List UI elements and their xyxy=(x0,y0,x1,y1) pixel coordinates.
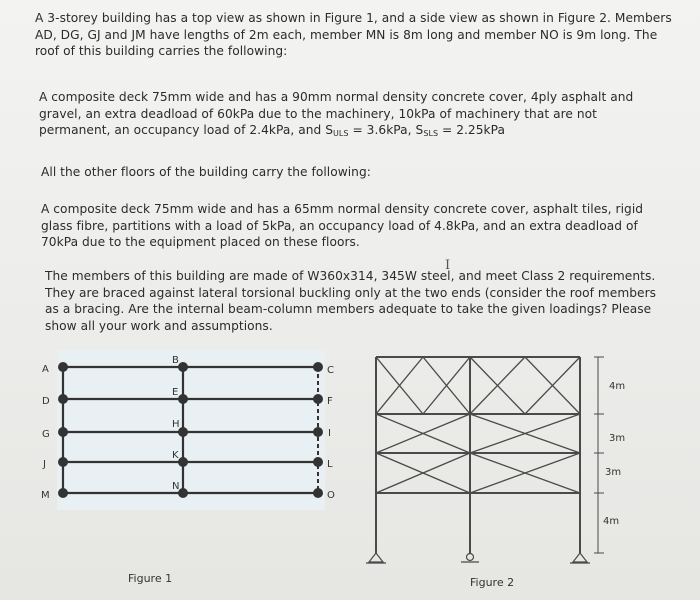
node-i xyxy=(313,427,323,437)
label-l: L xyxy=(327,459,333,470)
node-g xyxy=(58,427,68,437)
node-f xyxy=(313,394,323,404)
label-k: K xyxy=(172,450,179,461)
node-e xyxy=(178,394,188,404)
support-right xyxy=(573,553,587,562)
roof-loads-text-c: = 2.25kPa xyxy=(438,123,506,138)
label-j: J xyxy=(43,459,46,470)
figure1-caption: Figure 1 xyxy=(128,572,173,585)
figure2-caption: Figure 2 xyxy=(470,576,515,589)
label-i: I xyxy=(328,428,331,439)
label-e: E xyxy=(172,387,179,398)
s-sls-subscript: SLS xyxy=(423,129,439,139)
dim-3m-upper: 3m xyxy=(609,433,626,444)
other-floors-heading: All the other floors of the building carry the following: xyxy=(41,165,371,179)
problem-intro: A 3-storey building has a top view as shown in Figure 1, and a side view as shown in Figure 2. Members AD, DG, GJ and JM have lengths of 2m each, member MN is 8m long and member NO is 9m long. The roof of this building carries the following: xyxy=(35,11,672,59)
node-k xyxy=(178,457,188,467)
label-n: N xyxy=(172,481,180,492)
node-m xyxy=(58,488,68,498)
node-l xyxy=(313,457,323,467)
label-c: C xyxy=(327,365,334,376)
node-o xyxy=(313,488,323,498)
label-d: D xyxy=(42,396,50,407)
node-c xyxy=(313,362,323,372)
dim-3m-lower: 3m xyxy=(605,467,622,478)
label-o: O xyxy=(327,490,335,501)
node-n xyxy=(178,488,188,498)
figure2-side-view xyxy=(366,357,604,563)
text-cursor-icon: I xyxy=(445,258,451,273)
bracing xyxy=(376,357,580,493)
supports xyxy=(366,553,590,563)
figure1-top-view xyxy=(41,350,335,585)
floor-loads: A composite deck 75mm wide and has a 65mm normal density concrete cover, asphalt tiles, rigid glass fibre, partitions with a load of 5kPa, an occupancy load of 4.8kPa, and an extra deadload of 70kPa due to the equipment placed on these floors. xyxy=(41,202,644,250)
label-g: G xyxy=(42,429,50,440)
roof-loads-text-a: A composite deck 75mm wide and has a 90mm normal density concrete cover, 4ply asphalt and gravel, an extra deadload of 60kPa due to the machinery, 10kPa of machinery that are not permanent, an occupancy load of 2.4kPa, and S xyxy=(39,90,634,138)
member-question: The members of this building are made of W360x314, 345W steel, and meet Class 2 requirements. They are braced against lateral torsional buckling only at the two ends (consider the roof members as a bracing. Are the internal beam-column members adequate to take the given loadings? Please show all your work and assumptions. xyxy=(45,269,657,333)
dim-4m-top: 4m xyxy=(609,381,626,392)
support-left xyxy=(369,553,383,562)
label-f: F xyxy=(327,396,333,407)
node-b xyxy=(178,362,188,372)
node-d xyxy=(58,394,68,404)
label-h: H xyxy=(172,419,180,430)
roof-loads-text-b: = 3.6kPa, S xyxy=(348,123,424,138)
plan-highlight xyxy=(57,350,325,510)
node-j xyxy=(58,457,68,467)
label-b: B xyxy=(172,355,179,366)
support-middle-roller xyxy=(467,554,474,561)
s-uls-subscript: ULS xyxy=(333,129,349,139)
label-m: M xyxy=(41,490,50,501)
node-a xyxy=(58,362,68,372)
label-a: A xyxy=(42,364,49,375)
dim-4m-bottom: 4m xyxy=(603,516,620,527)
